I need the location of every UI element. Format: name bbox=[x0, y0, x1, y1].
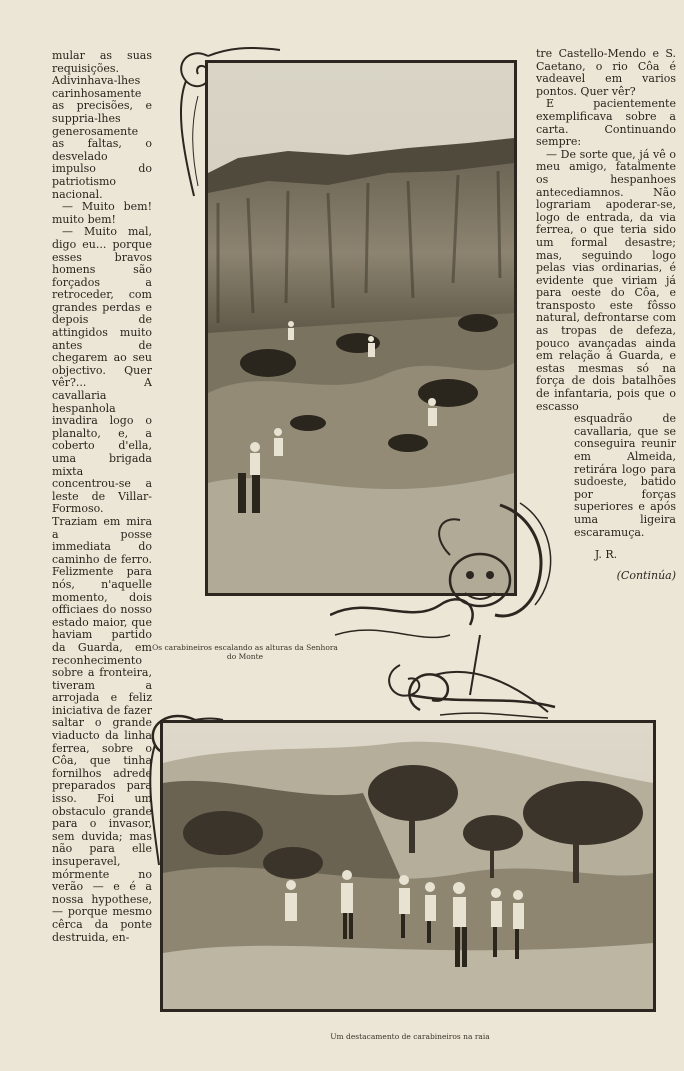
left-paragraph-3: — Muito mal, digo eu... porque esses bravos homens são forçados a retroceder, com grandes perdas e depois de attingidos muito antes de chegarem ao seu objectivo. Quer vêr?... A cavallaria hespanhola invadira logo o planalto, e, a coberto d'ella, uma brigada mixta concentrou-se a leste de Villar-Formoso. Traziam em mira a posse immediata do caminho de ferro. Felizmente para nós, n'aquelle momento, dois officiaes do nosso estado maior, que haviam partido da Guarda, em reconhecimento sobre a fronteira, tiveram a arrojada e feliz iniciativa de fazer saltar o grande viaducto da linha ferrea, sobre o Côa, que tinha fornilhos adrede preparados para isso. Foi um obstaculo grande para o invasor, sem duvida; mas não para elle insuperavel, mórmente no verão — e é a nossa hypothese, — porque mesmo cêrca da ponte destruida, en- bbox=[52, 225, 152, 944]
photo2-caption: Um destacamento de carabineiros na raia bbox=[330, 1032, 490, 1041]
photo-carabineers-detachment bbox=[160, 720, 656, 1012]
right-paragraph-1: tre Castello-Mendo e S. Caetano, o rio Côa é vadeavel em varios pontos. Quer vêr? bbox=[536, 47, 676, 98]
photo1-caption: Os carabineiros escalando as alturas da Senhora do Monte bbox=[152, 643, 338, 661]
left-paragraph-2: — Muito bem! muito bem! bbox=[52, 200, 152, 226]
right-paragraph-3-continued: esquadrão de cavallaria, que se conseguira reunir em Almeida, retirára logo para sudoeste, batido por forças superiores e após uma ligeira escaramuça. bbox=[574, 412, 676, 539]
left-paragraph-1: mular as suas requisições. Adivinhava-lhes carinhosamente as precisões, e suppria-lhes generosamente as faltas, o desvelado impulso do patriotismo nacional. bbox=[52, 49, 152, 201]
continua-note: (Continúa) bbox=[616, 568, 676, 582]
author-signature: J. R. bbox=[594, 548, 618, 562]
right-paragraph-2: E pacientemente exemplificava sobre a carta. Continuando sempre: bbox=[536, 97, 676, 149]
art-nouveau-ornament-right bbox=[400, 660, 550, 725]
right-paragraph-3: — De sorte que, já vê o meu amigo, fatalmente os hespanhoes antecediamnos. Não lograriam apoderar-se, logo de entrada, da via ferrea, o que teria sido um formal desastre; mas, seguindo logo pelas vias ordinarias, é evidente que viriam já para oeste do Côa, e transposto este fôsso natural, defrontarse com as tropas de defeza, pouco avançadas ainda em relação á Guarda, e estas mesmas só na força de dois batalhões de infantaria, pois que o escasso bbox=[536, 147, 676, 413]
